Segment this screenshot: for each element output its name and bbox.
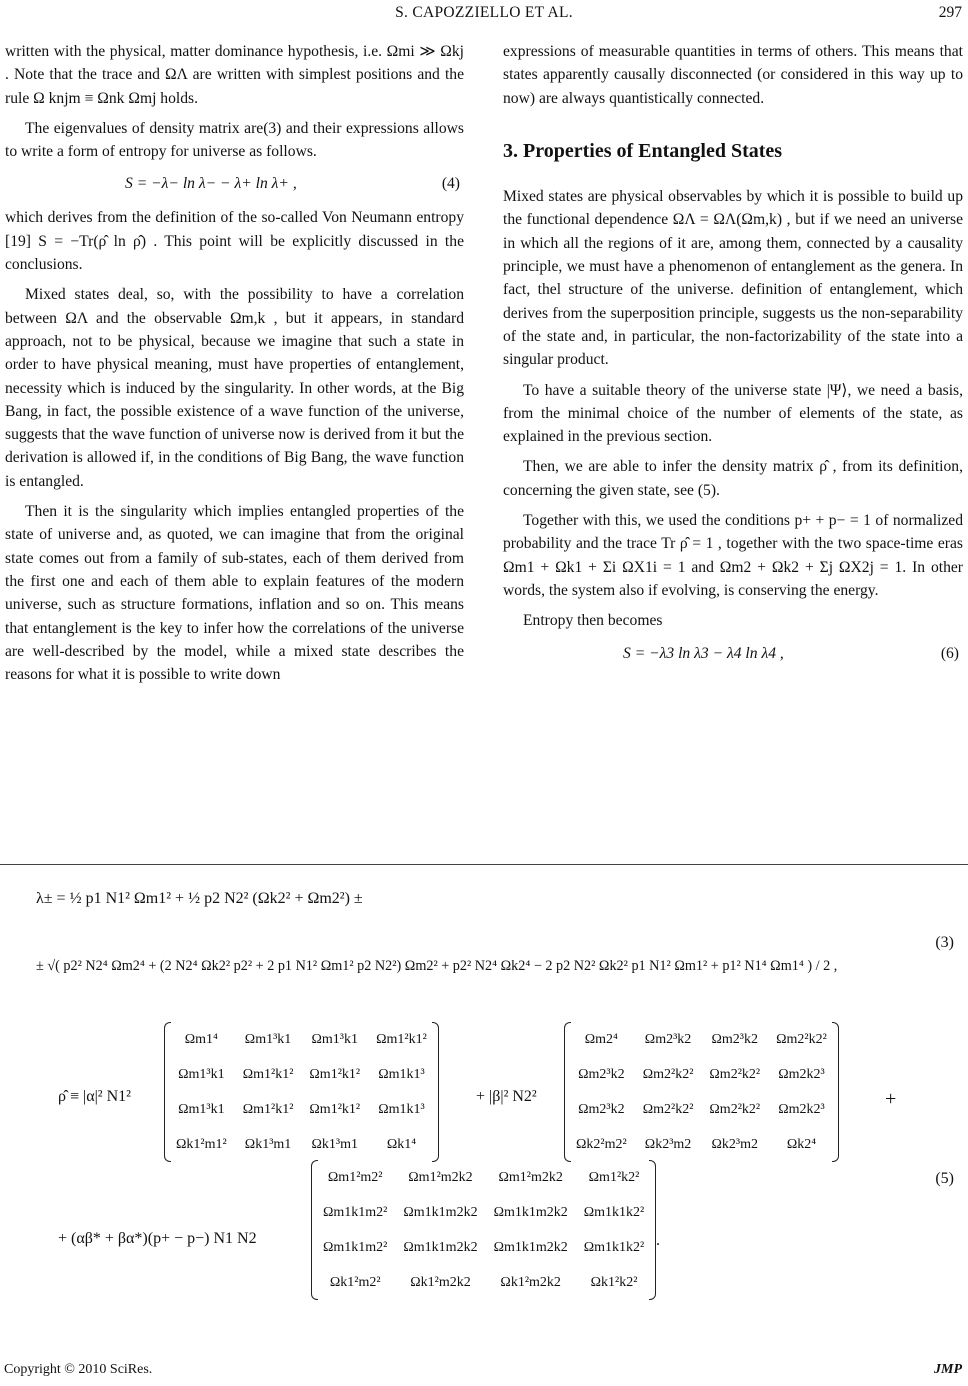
- right-column: [503, 40, 963, 676]
- density-matrix-block-2: [568, 1022, 835, 1162]
- matrix-entry: Ωm1k1m2²: [323, 1239, 388, 1255]
- paragraph: To have a suitable theory of the universe state |Ψ⟩, we need a basis, from the minimal choice of the number of elements of the state, as explained in the previous section.: [503, 381, 963, 446]
- page-header: [0, 4, 968, 26]
- matrix-entry: Ωk1²m2²: [329, 1274, 381, 1290]
- matrix-entry: Ωm1²k1²: [376, 1031, 427, 1047]
- equation-5-cross-coefficient: + (αβ* + βα*)(p+ − p−) N1 N2: [58, 1230, 257, 1247]
- matrix-entry: Ωm2⁴: [584, 1031, 618, 1047]
- matrix-entry: Ωm2²k2²: [642, 1101, 694, 1117]
- equation-6: [503, 640, 963, 670]
- matrix-entry: Ωm1²k1²: [242, 1101, 294, 1117]
- density-matrix-block-3: [315, 1160, 652, 1300]
- matrix-entry: Ωk2³m2: [644, 1136, 692, 1152]
- matrix-entry: Ωm2²k2²: [776, 1031, 827, 1047]
- matrix-entry: Ωk1²m2k2: [410, 1274, 471, 1290]
- matrix-entry: Ωm1k1³: [378, 1066, 425, 1082]
- paragraph: Then it is the singularity which implies entangled properties of the state of universe and, as quoted, we can imagine that from the original state comes out from a family of sub-states, each of them derived from the first one and each of them able to explain features of the modern universe, such as structure formations, inflation and so on. This means that entanglement is the key to infer how the correlations of the universe are well-described by the model, while a mixed state describes the reasons for what it is possible to write down: [5, 503, 464, 684]
- equation-4: [5, 170, 464, 200]
- matrix-entry: Ωm1³k1: [178, 1066, 225, 1082]
- matrix-entry: Ωm1³k1: [178, 1101, 225, 1117]
- matrix-entry: Ωm2k2³: [778, 1066, 825, 1082]
- equation-6-body: S = −λ3 ln λ3 − λ4 ln λ4 ,: [623, 644, 784, 662]
- page-number: 297: [938, 4, 962, 21]
- paragraph: Mixed states are physical observables by which it is possible to build up the functional dependence ΩΛ = ΩΛ(Ωm,k) , but if we need an universe in which all the regions of it are, among them, connected by a causality principle, we must have a phenomenon of entanglement as the genera. In fact, thel structure of the universe. definition of entanglement, which derives from the superposition principle, suggests us the non-separability of the state and, in particular, the non-factorizability of the state into a singular product.: [503, 188, 963, 369]
- equation-6-number: (6): [940, 644, 959, 662]
- matrix-entry: Ωm2k2³: [778, 1101, 825, 1117]
- matrix-entry: Ωk1²k2²: [590, 1274, 638, 1290]
- matrix-entry: Ωm2²k2²: [709, 1066, 761, 1082]
- matrix-entry: Ωm2³k2: [578, 1066, 625, 1082]
- equation-5-plus: +: [885, 1088, 897, 1110]
- matrix-entry: Ωk2²m2²: [576, 1136, 627, 1152]
- matrix-entry: Ωm1²k1²: [242, 1066, 294, 1082]
- paragraph: Together with this, we used the conditions p+ + p− = 1 of normalized probability and the trace Tr ρ̂ = 1 , together with the two space-time eras Ωm1 + Ωk1 + Σi ΩX1i = 1 and Ωm2 + Ωk2 + Σj ΩX2j = 1. In other words, the system also if evolving, is conserving the energy.: [503, 512, 963, 599]
- section-title: 3. Properties of Entangled States: [503, 139, 783, 162]
- matrix-entry: Ωm2²k2²: [709, 1101, 761, 1117]
- matrix-entry: Ωk1²m1²: [176, 1136, 227, 1152]
- matrix-entry: Ωm1k1m2k2: [493, 1204, 568, 1220]
- left-column: [5, 40, 464, 693]
- paragraph: Entropy then becomes: [523, 612, 663, 630]
- paragraph: Then, we are able to infer the density matrix ρ̂ , from its definition, concerning the given state, see (5).: [503, 458, 963, 499]
- matrix-entry: Ωk1³m1: [311, 1136, 358, 1152]
- matrix-entry: Ωk1⁴: [386, 1136, 417, 1152]
- equation-5-period: .: [656, 1232, 660, 1249]
- paragraph: which derives from the definition of the so-called Von Neumann entropy [19] S = −Tr(ρ̂ ln ρ̂) . This point will be explicitly discussed in the conclusions.: [5, 209, 464, 274]
- equation-4-number: (4): [441, 175, 460, 193]
- matrix-entry: Ωm1²k2²: [588, 1169, 640, 1185]
- matrix-entry: Ωm1k1m2k2: [403, 1239, 478, 1255]
- matrix-entry: Ωm1²m2k2: [498, 1169, 563, 1185]
- matrix-entry: Ωm1²m2²: [327, 1169, 383, 1185]
- paragraph: Mixed states deal, so, with the possibility to have a correlation between ΩΛ and the observable Ωm,k , but it appears, in standard approach, not to be physical, because we imagine that such a state in order to have physical meaning, must have properties of entanglement, necessity which is induced by the singularity. In other words, at the Big Bang, in fact, the possible existence of a wave function of the universe, suggests that the wave function of universe now is derived from it but the derivation is allowed if, in the conditions of Big Bang, the wave function is entangled.: [5, 286, 464, 490]
- matrix-entry: Ωm2²k2²: [642, 1066, 694, 1082]
- paragraph: written with the physical, matter dominance hypothesis, i.e. Ωmi ≫ Ωkj . Note that the trace and ΩΛ are written with simplest positions and the rule Ω knjm ≡ Ωnk Ωmj holds.: [5, 43, 464, 107]
- matrix-entry: Ωk1³m1: [244, 1136, 292, 1152]
- equation-5-number: (5): [935, 1170, 954, 1187]
- matrix-entry: Ωk1²m2k2: [500, 1274, 561, 1290]
- equation-3-line1: λ± = ½ p1 N1² Ωm1² + ½ p2 N2² (Ωk2² + Ωm2²) ±: [36, 890, 363, 907]
- matrix-entry: Ωm1k1k2²: [583, 1239, 645, 1255]
- matrix-entry: Ωm1k1m2k2: [493, 1239, 568, 1255]
- equation-5-lhs: ρ̂ ≡ |α|² N1²: [58, 1088, 131, 1105]
- equation-4-body: S = −λ− ln λ− − λ+ ln λ+ ,: [125, 175, 297, 193]
- matrix-entry: Ωm2³k2: [578, 1101, 625, 1117]
- column-divider-rule: [0, 864, 968, 865]
- paragraph: The eigenvalues of density matrix are(3) and their expressions allows to write a form of entropy for universe as follows.: [5, 119, 464, 161]
- matrix-entry: Ωm1²m2k2: [408, 1169, 473, 1185]
- equation-3-line2: ± √( p2² N2⁴ Ωm2⁴ + (2 N2⁴ Ωk2² p2² + 2 p1 N1² Ωm1² p2 N2²) Ωm2² + p2² N2⁴ Ωk2⁴ − 2 p2 N2² Ωk2² p1 N1² Ωm1² + p1² N1⁴ Ωm1⁴ ) / 2 ,: [36, 958, 838, 974]
- matrix-entry: Ωm1³k1: [244, 1031, 292, 1047]
- copyright-note: Copyright © 2010 SciRes.: [4, 1362, 153, 1377]
- journal-abbreviation: JMP: [934, 1362, 962, 1377]
- matrix-entry: Ωm2³k2: [711, 1031, 758, 1047]
- matrix-entry: Ωm2³k2: [644, 1031, 692, 1047]
- matrix-entry: Ωm1k1m2²: [323, 1204, 388, 1220]
- running-title: S. CAPOZZIELLO ET AL.: [395, 4, 573, 21]
- matrix-entry: Ωk2³m2: [711, 1136, 758, 1152]
- matrix-entry: Ωm1²k1²: [309, 1101, 361, 1117]
- paragraph: expressions of measurable quantities in terms of others. This means that states apparently causally disconnected (or considered in this way up to now) are always quantistically connected.: [503, 43, 963, 107]
- matrix-entry: Ωm1⁴: [184, 1031, 218, 1047]
- matrix-entry: Ωk2⁴: [786, 1136, 817, 1152]
- matrix-entry: Ωm1k1k2²: [583, 1204, 645, 1220]
- equation-3-number: (3): [935, 934, 954, 951]
- matrix-entry: Ωm1³k1: [311, 1031, 358, 1047]
- matrix-entry: Ωm1k1m2k2: [403, 1204, 478, 1220]
- matrix-entry: Ωm1²k1²: [309, 1066, 361, 1082]
- density-matrix-block-1: [168, 1022, 435, 1162]
- equation-5-middle-term: + |β|² N2²: [476, 1088, 537, 1105]
- matrix-entry: Ωm1k1³: [378, 1101, 425, 1117]
